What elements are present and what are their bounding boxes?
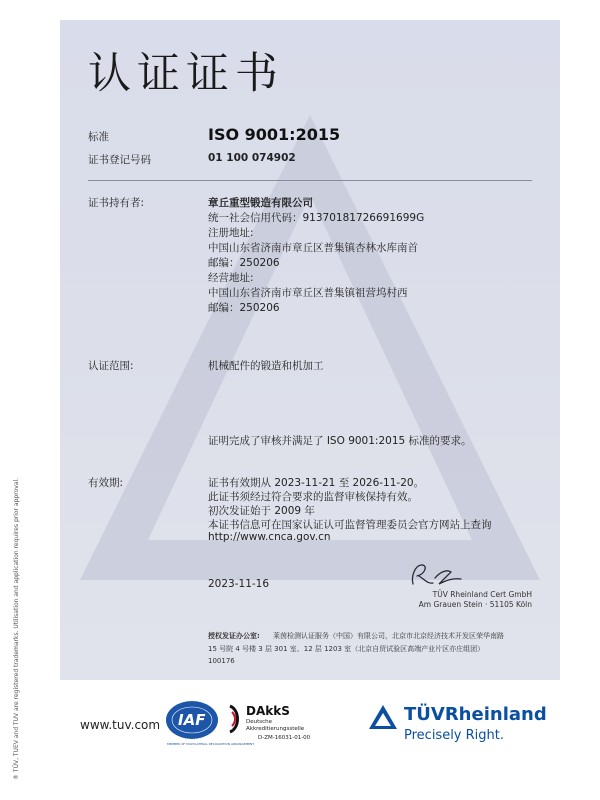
divider-line	[88, 180, 532, 181]
validity-line: 本证书信息可在国家认证认可监督管理委员会官方网站上查询	[208, 519, 492, 531]
holder-label: 证书持有者:	[88, 197, 145, 209]
validity-label: 有效期:	[88, 477, 124, 489]
iaf-text: IAF	[178, 711, 206, 729]
dakks-code: D-ZM-16031-01-00	[258, 735, 311, 741]
dakks-emblem-icon	[228, 704, 242, 734]
office-label: 授权发证办公室:	[208, 632, 260, 640]
compliance-statement: 证明完成了审核并满足了 ISO 9001:2015 标准的要求。	[208, 435, 472, 447]
iaf-ring-text: MEMBER OF MULTILATERAL RECOGNITION ARRANGEMENT	[167, 742, 255, 746]
holder-reg-zip: 邮编：250206	[208, 257, 280, 269]
issuer-name: TÜV Rheinland Cert GmbH	[432, 590, 532, 599]
standard-value: ISO 9001:2015	[208, 125, 341, 144]
tuv-name: TÜVRheinland	[404, 704, 547, 725]
office-line: 莱茵检测认证服务（中国）有限公司，北京市北京经济技术开发区荣华南路	[273, 632, 504, 640]
tuv-slogan: Precisely Right.	[404, 728, 505, 743]
validity-line: 初次发证始于 2009 年	[208, 505, 315, 517]
iaf-logo	[165, 700, 255, 746]
holder-biz-address: 中国山东省济南市章丘区普集镇祖营坞村西	[208, 287, 408, 299]
holder-credit-code: 统一社会信用代码：91370181726691699G	[208, 212, 425, 224]
certificate-sheet	[60, 20, 560, 750]
dakks-title: DAkkS	[246, 704, 290, 718]
scope-label: 认证范围:	[88, 360, 134, 372]
holder-biz-address-label: 经营地址:	[208, 272, 254, 284]
signature-icon	[395, 560, 505, 590]
scope-value: 机械配件的锻造和机加工	[208, 360, 324, 372]
office-line: 100176	[208, 657, 235, 665]
verification-url: http://www.cnca.gov.cn	[208, 531, 331, 543]
validity-line: 证书有效期从 2023-11-21 至 2026-11-20。	[208, 477, 425, 489]
certificate-title: 认证证书	[88, 49, 284, 99]
holder-reg-address-label: 注册地址:	[208, 227, 254, 239]
dakks-sub: Deutsche	[246, 719, 273, 725]
reg-no-label: 证书登记号码	[88, 154, 151, 166]
standard-label: 标准	[88, 131, 109, 143]
issuer-address: Am Grauen Stein · 51105 Köln	[418, 600, 532, 609]
reg-no-value: 01 100 074902	[208, 152, 296, 164]
tuv-triangle-icon	[368, 704, 398, 730]
holder-company: 章丘重型锻造有限公司	[208, 197, 313, 209]
holder-biz-zip: 邮编：250206	[208, 302, 280, 314]
validity-line: 此证书须经过符合要求的监督审核保持有效。	[208, 491, 418, 503]
issue-date: 2023-11-16	[208, 578, 270, 590]
holder-reg-address: 中国山东省济南市章丘区普集镇杏林水库南首	[208, 242, 418, 254]
office-line: 15 号院 4 号楼 3 层 301 室、12 层 1203 室（北京自贸试验区高端产业片区亦庄组团）	[208, 645, 485, 653]
website-link[interactable]: www.tuv.com	[80, 718, 161, 732]
dakks-sub: Akkreditierungsstelle	[246, 726, 305, 732]
trademark-notice: ® TÜV, TUEV and TUV are registered trademarks. Utilisation and application requires prior approval.	[13, 477, 20, 780]
